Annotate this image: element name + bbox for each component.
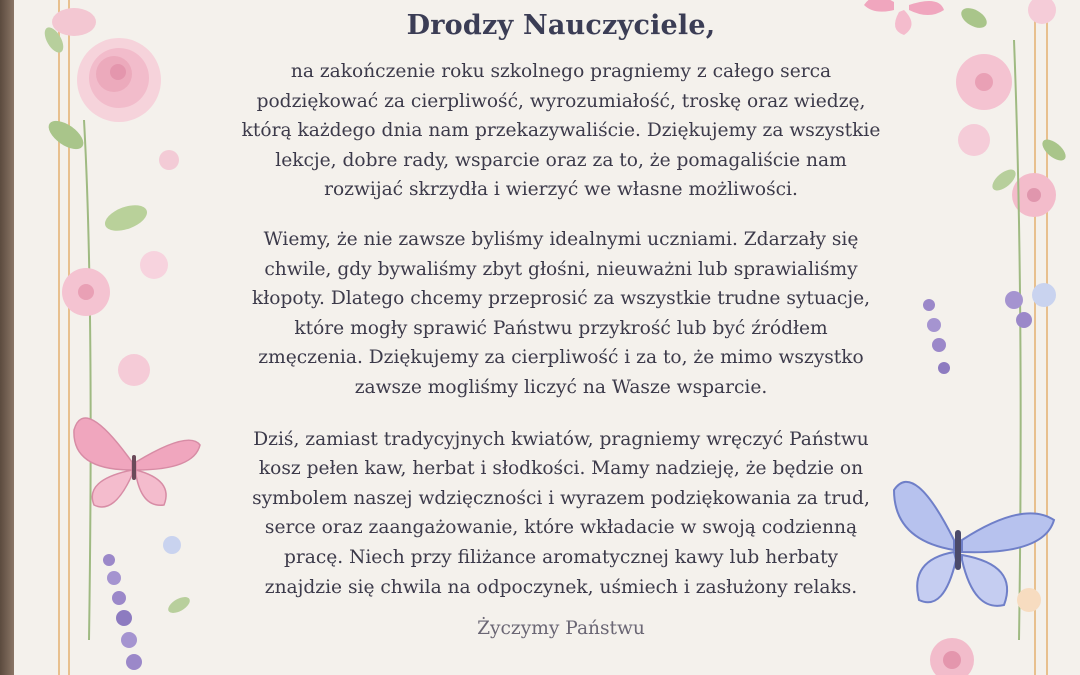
text-line: lekcje, dobre rady, wsparcie oraz za to, że pomagaliście nam bbox=[275, 149, 847, 171]
text-line: chwile, gdy bywaliśmy zbyt głośni, nieuważni lub sprawialiśmy bbox=[264, 258, 858, 280]
text-line: pracę. Niech przy filiżance aromatycznej kawy lub herbaty bbox=[283, 546, 839, 568]
text-line: które mogły sprawić Państwu przykrość lub być źródłem bbox=[294, 317, 828, 339]
text-line: znajdzie się chwila na odpoczynek, uśmiech i zasłużony relaks. bbox=[264, 576, 858, 598]
text-line: na zakończenie roku szkolnego pragniemy z całego serca bbox=[290, 61, 832, 82]
text-line: rozwijać skrzydła i wierzyć we własne możliwości. bbox=[324, 179, 798, 201]
text-line: podziękować za cierpliwość, wyrozumiałość, troskę oraz wiedzę, bbox=[256, 90, 866, 112]
lavender-sprig-icon bbox=[923, 283, 1056, 374]
text-line: zawsze mogliśmy liczyć na Wasze wsparcie. bbox=[354, 376, 768, 398]
paragraph-2 bbox=[214, 225, 908, 403]
letter-sheet bbox=[14, 0, 1080, 675]
text-line: kosz pełen kaw, herbat i słodkości. Mamy nadzieję, że będzie on bbox=[258, 458, 864, 480]
text-line: symbolem naszej wdzięczności i wyrazem podziękowania za trud, bbox=[252, 487, 870, 509]
paragraph-1 bbox=[214, 57, 908, 205]
text-line: serce oraz zaangażowanie, które wkładacie w swoją codzienną bbox=[264, 517, 858, 539]
letter-heading: Drodzy Nauczyciele, bbox=[406, 10, 716, 41]
paragraph-3 bbox=[214, 425, 908, 603]
blue-butterfly-icon bbox=[894, 482, 1054, 606]
text-line: Dziś, zamiast tradycyjnych kwiatów, pragniemy wręczyć Państwu bbox=[253, 428, 869, 450]
text-line: Życzymy Państwu bbox=[477, 618, 645, 640]
text-line: Wiemy, że nie zawsze byliśmy idealnymi uczniami. Zdarzały się bbox=[263, 228, 859, 250]
text-line: którą każdego dnia nam przekazywaliście. Dziękujemy za wszystkie bbox=[241, 120, 881, 142]
letter-body bbox=[214, 0, 908, 675]
text-line: zmęczenia. Dziękujemy za cierpliwość i za to, że mimo wszystko bbox=[258, 347, 864, 369]
table-edge bbox=[0, 0, 14, 675]
paragraph-4-partial bbox=[214, 614, 908, 644]
text-line: kłopoty. Dlatego chcemy przeprosić za wszystkie trudne sytuacje, bbox=[251, 288, 871, 310]
